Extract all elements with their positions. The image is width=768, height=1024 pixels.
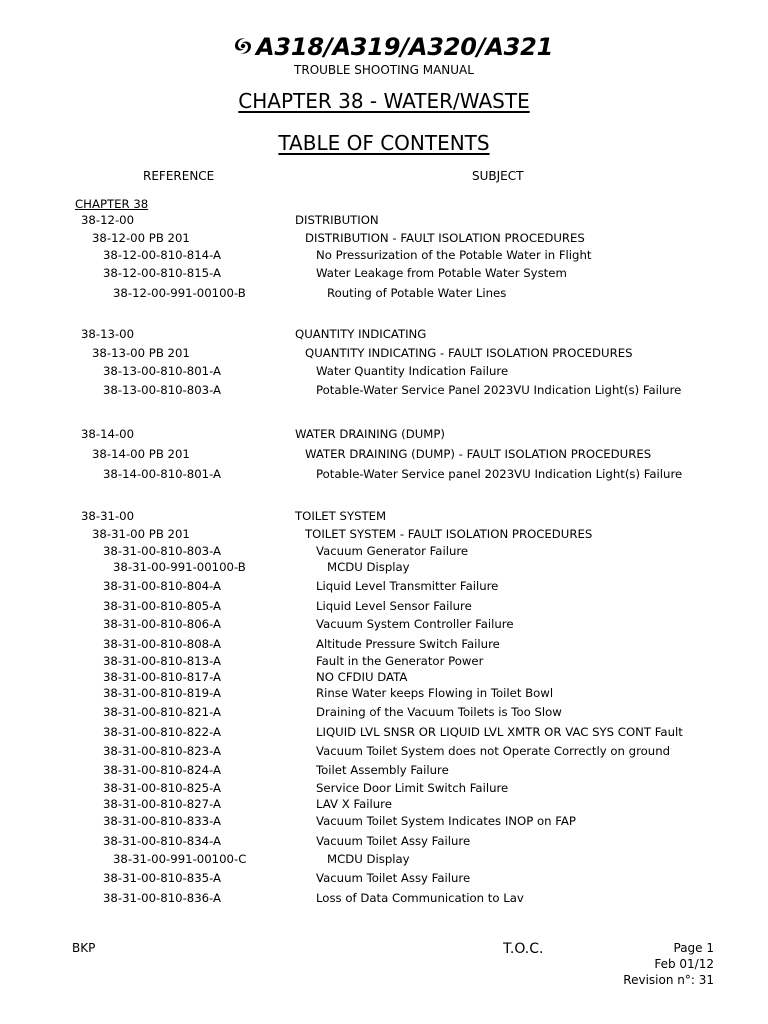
toc-subject[interactable]: Loss of Data Communication to Lav (316, 891, 524, 905)
toc-subject[interactable]: No Pressurization of the Potable Water in Flight (316, 248, 592, 262)
toc-subject[interactable]: WATER DRAINING (DUMP) (295, 427, 445, 441)
toc-ref[interactable]: 38-12-00 (81, 213, 135, 227)
footer-date: Feb 01/12 (654, 957, 714, 971)
toc-subject[interactable]: Liquid Level Transmitter Failure (316, 579, 499, 593)
toc-subject[interactable]: Potable-Water Service panel 2023VU Indication Light(s) Failure (316, 467, 683, 481)
toc-ref[interactable]: 38-31-00-810-821-A (103, 705, 222, 719)
toc-ref[interactable]: 38-31-00-810-808-A (103, 637, 222, 651)
toc-subject[interactable]: LIQUID LVL SNSR OR LIQUID LVL XMTR OR VAC SYS CONT Fault (316, 725, 683, 739)
toc-subject[interactable]: Toilet Assembly Failure (316, 763, 449, 777)
toc-ref[interactable]: 38-31-00-810-835-A (103, 871, 222, 885)
toc-ref[interactable]: 38-31-00-810-824-A (103, 763, 222, 777)
aircraft-title (232, 33, 553, 61)
toc-subject[interactable]: Water Quantity Indication Failure (316, 364, 509, 378)
toc-ref[interactable]: 38-12-00-810-815-A (103, 266, 222, 280)
toc-ref[interactable]: 38-31-00-810-827-A (103, 797, 222, 811)
toc-ref[interactable]: 38-31-00-810-836-A (103, 891, 222, 905)
toc-ref[interactable]: 38-31-00-810-806-A (103, 617, 222, 631)
toc-subject[interactable]: QUANTITY INDICATING (295, 327, 427, 341)
toc-ref[interactable]: 38-14-00 (81, 427, 135, 441)
toc-ref[interactable]: 38-31-00-810-833-A (103, 814, 222, 828)
footer-page: Page 1 (673, 941, 714, 955)
toc-ref[interactable]: 38-31-00-810-825-A (103, 781, 222, 795)
toc-ref[interactable]: 38-13-00 (81, 327, 135, 341)
toc-ref[interactable]: 38-31-00-810-822-A (103, 725, 222, 739)
aircraft-models: A318/A319/A320/A321 (256, 33, 554, 61)
toc-subject[interactable]: NO CFDIU DATA (316, 670, 408, 684)
toc-subject[interactable]: DISTRIBUTION (295, 213, 379, 227)
toc-ref[interactable]: 38-31-00-991-00100-C (113, 852, 247, 866)
toc-subject[interactable]: Vacuum System Controller Failure (316, 617, 514, 631)
toc-subject[interactable]: Service Door Limit Switch Failure (316, 781, 509, 795)
toc-subject[interactable]: Vacuum Toilet Assy Failure (316, 871, 471, 885)
toc-ref[interactable]: 38-31-00-810-803-A (103, 544, 222, 558)
airbus-logo-icon (232, 36, 254, 56)
toc-ref[interactable]: 38-31-00-810-804-A (103, 579, 222, 593)
toc-ref[interactable]: 38-31-00-810-817-A (103, 670, 222, 684)
toc-subject[interactable]: Draining of the Vacuum Toilets is Too Slow (316, 705, 562, 719)
toc-subject[interactable]: Water Leakage from Potable Water System (316, 266, 567, 280)
toc-ref[interactable]: 38-12-00-810-814-A (103, 248, 222, 262)
toc-ref[interactable]: 38-12-00-991-00100-B (113, 286, 246, 300)
toc-ref[interactable]: 38-31-00-810-823-A (103, 744, 222, 758)
toc-ref[interactable]: 38-13-00 PB 201 (92, 346, 190, 360)
toc-subject[interactable]: TOILET SYSTEM (295, 509, 387, 523)
manual-title: TROUBLE SHOOTING MANUAL (294, 63, 474, 77)
toc-subject[interactable]: Liquid Level Sensor Failure (316, 599, 472, 613)
toc-ref[interactable]: 38-31-00-810-819-A (103, 686, 222, 700)
toc-ref[interactable]: 38-14-00-810-801-A (103, 467, 222, 481)
toc-subject[interactable]: MCDU Display (327, 560, 410, 574)
toc-subject[interactable]: Vacuum Generator Failure (316, 544, 469, 558)
toc-ref[interactable]: 38-14-00 PB 201 (92, 447, 190, 461)
toc-subject[interactable]: QUANTITY INDICATING - FAULT ISOLATION PROCEDURES (305, 346, 633, 360)
toc-ref[interactable]: 38-31-00 PB 201 (92, 527, 190, 541)
toc-ref[interactable]: 38-31-00-991-00100-B (113, 560, 246, 574)
toc-subject[interactable]: Vacuum Toilet System Indicates INOP on FAP (316, 814, 576, 828)
toc-subject[interactable]: Fault in the Generator Power (316, 654, 484, 668)
footer-toc-label: T.O.C. (503, 941, 544, 957)
subject-column-header: SUBJECT (472, 169, 524, 183)
footer-code: BKP (72, 941, 96, 955)
toc-ref[interactable]: 38-31-00-810-834-A (103, 834, 222, 848)
toc-subject[interactable]: Vacuum Toilet Assy Failure (316, 834, 471, 848)
toc-ref[interactable]: 38-31-00-810-805-A (103, 599, 222, 613)
toc-subject[interactable]: Altitude Pressure Switch Failure (316, 637, 500, 651)
toc-subject[interactable]: TOILET SYSTEM - FAULT ISOLATION PROCEDURES (305, 527, 593, 541)
toc-subject[interactable]: LAV X Failure (316, 797, 392, 811)
toc-title: TABLE OF CONTENTS (278, 131, 490, 155)
reference-column-header: REFERENCE (143, 169, 215, 183)
toc-subject[interactable]: Vacuum Toilet System does not Operate Correctly on ground (316, 744, 671, 758)
toc-subject[interactable]: Routing of Potable Water Lines (327, 286, 507, 300)
toc-subject[interactable]: Potable-Water Service Panel 2023VU Indication Light(s) Failure (316, 383, 682, 397)
footer-revision: Revision n°: 31 (623, 973, 714, 987)
toc-subject[interactable]: DISTRIBUTION - FAULT ISOLATION PROCEDURES (305, 231, 585, 245)
toc-ref[interactable]: 38-13-00-810-801-A (103, 364, 222, 378)
toc-ref[interactable]: 38-31-00 (81, 509, 135, 523)
toc-subject[interactable]: MCDU Display (327, 852, 410, 866)
chapter-title: CHAPTER 38 - WATER/WASTE (238, 89, 530, 113)
toc-subject[interactable]: WATER DRAINING (DUMP) - FAULT ISOLATION PROCEDURES (305, 447, 652, 461)
toc-ref[interactable]: 38-12-00 PB 201 (92, 231, 190, 245)
toc-ref[interactable]: 38-13-00-810-803-A (103, 383, 222, 397)
toc-ref-chapter[interactable]: CHAPTER 38 (75, 197, 149, 211)
toc-ref[interactable]: 38-31-00-810-813-A (103, 654, 222, 668)
toc-subject[interactable]: Rinse Water keeps Flowing in Toilet Bowl (316, 686, 554, 700)
